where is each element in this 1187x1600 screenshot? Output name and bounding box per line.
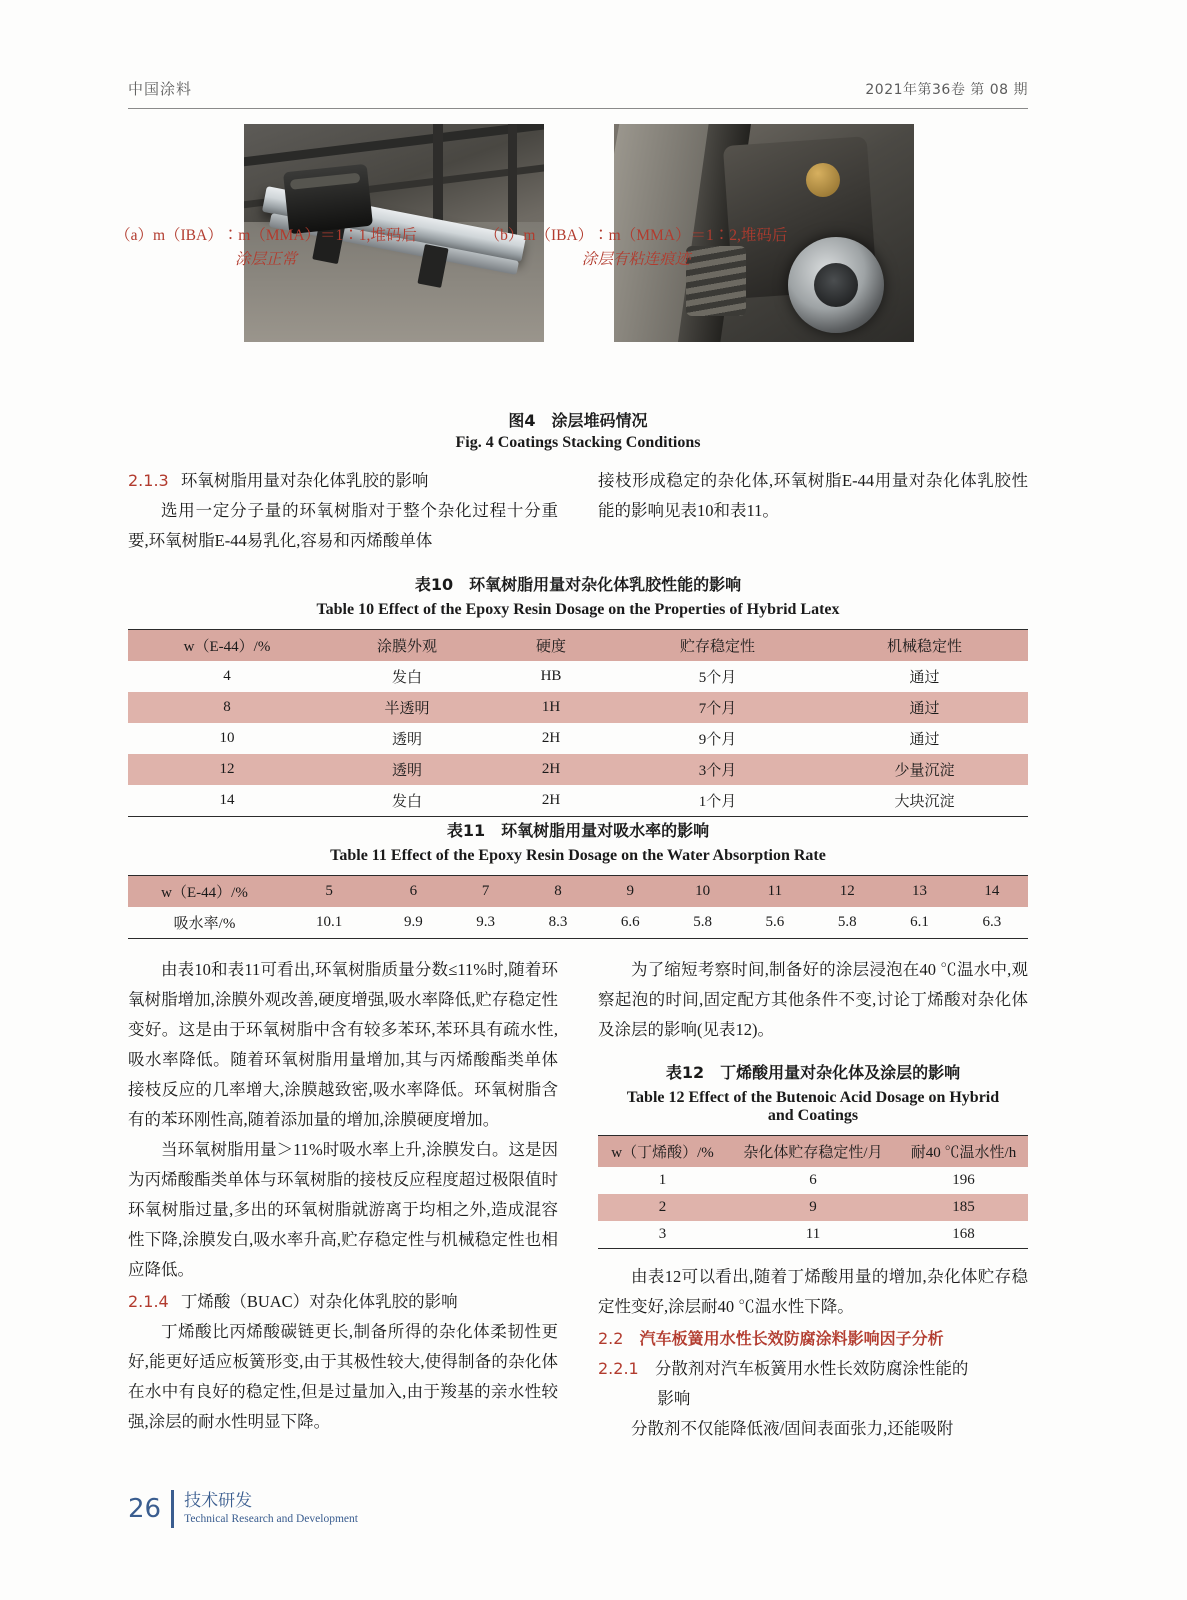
table11-cell: 6.6 bbox=[620, 914, 640, 930]
table10-cell: 大块沉淀 bbox=[894, 794, 955, 810]
table-row bbox=[128, 785, 1028, 817]
figure-caption-b-line1: （b）m（IBA）∶m（MMA）＝1∶2,堆码后 bbox=[484, 227, 788, 244]
section-214-number: 2.1.4 bbox=[128, 1292, 169, 1312]
section-213-continuation bbox=[598, 466, 1028, 526]
section-214-heading bbox=[128, 1287, 558, 1317]
figure-caption-a-line2: 涂层正常 bbox=[234, 251, 297, 269]
section-213-number: 2.1.3 bbox=[128, 471, 169, 490]
table12-cell: 2 bbox=[598, 1194, 727, 1221]
table10-cell: 12 bbox=[128, 754, 326, 785]
table11-cell: 5.6 bbox=[765, 914, 785, 930]
paragraph: 由表10和表11可看出,环氧树脂质量分数≤11%时,随着环氧树脂增加,涂膜外观改善,硬度增强,吸水率降低,贮存稳定性变好。这是由于环氧树脂中含有较多苯环,苯环具有疏水性,吸水率降低。随着环氧树脂用量增加,其与丙烯酸酯类单体接枝反应的几率增大,涂膜越致密,吸水率降低。环氧树脂含有的苯环刚性高,随着添加量的增加,涂膜硬度增加。 bbox=[128, 960, 558, 1130]
table10-cell: 透明 bbox=[326, 754, 488, 785]
table11-cell: 6.3 bbox=[982, 914, 1002, 930]
table10-header-cell: w（E-44）/% bbox=[128, 630, 326, 662]
table10-header-cell: 硬度 bbox=[488, 630, 614, 662]
paragraph: 由表12可以看出,随着丁烯酸用量的增加,杂化体贮存稳定性变好,涂层耐40 ℃温水性下降。 bbox=[598, 1267, 1028, 1317]
section-22-title: 汽车板簧用水性长效防腐涂料影响因子分析 bbox=[639, 1329, 944, 1349]
table10-cell: 3个月 bbox=[614, 754, 821, 785]
table10-header-row bbox=[128, 630, 1028, 662]
table10-cell: 14 bbox=[219, 792, 235, 808]
table10-cell: 通过 bbox=[909, 670, 940, 686]
table10-cell: 透明 bbox=[391, 732, 422, 748]
table10-cell: 8 bbox=[128, 692, 326, 723]
paragraph: 丁烯酸比丙烯酸碳链更长,制备所得的杂化体柔韧性更好,能更好适应板簧形变,由于其极性较大,使得制备的杂化体在水中有良好的稳定性,但是过量加入,由于羧基的亲水性较强,涂层的耐水性明显下降。 bbox=[128, 1322, 558, 1432]
table10-cell: 4 bbox=[223, 668, 231, 684]
table10-cell: 通过 bbox=[821, 692, 1028, 723]
table10-cell: 1H bbox=[488, 692, 614, 723]
table12-cell: 185 bbox=[899, 1194, 1028, 1221]
table10-cell: 5个月 bbox=[698, 670, 737, 686]
page-footer bbox=[128, 1490, 528, 1528]
table11-cell: 10.1 bbox=[315, 914, 343, 930]
table10-cell: 半透明 bbox=[326, 692, 488, 723]
section-22-number: 2.2 bbox=[598, 1329, 624, 1349]
paragraph: 当环氧树脂用量＞11%时吸水率上升,涂膜发白。这是因为丙烯酸酯类单体与环氧树脂的接枝反应程度超过极限值时环氧树脂过量,多出的环氧树脂就游离于均相之外,造成混容性下降,涂膜发白,吸水率升高,贮存稳定性与机械稳定性也相应降低。 bbox=[128, 1140, 558, 1280]
left-column-body bbox=[128, 955, 558, 1437]
table12-title-cn: 表12 丁烯酸用量对杂化体及涂层的影响 bbox=[665, 1063, 961, 1082]
table11-header-cell: 6 bbox=[377, 876, 449, 908]
table12-cell: 168 bbox=[952, 1226, 975, 1242]
table10-cell: 2H bbox=[541, 730, 561, 746]
table11-cell: 5.8 bbox=[837, 914, 857, 930]
header-divider bbox=[128, 108, 1028, 109]
table-row bbox=[128, 692, 1028, 723]
table12-header-cell: 耐40 ℃温水性/h bbox=[899, 1136, 1028, 1168]
table12-cell: 11 bbox=[805, 1226, 821, 1242]
table11-title-en: Table 11 Effect of the Epoxy Resin Dosage on the Water Absorption Rate bbox=[330, 847, 826, 864]
table10 bbox=[128, 629, 1028, 817]
table12-header-cell: w（丁烯酸）/% bbox=[598, 1136, 727, 1168]
figure-caption-a-line1: （a）m（IBA）∶m（MMA）＝1∶1,堆码后 bbox=[115, 227, 417, 244]
table10-cell: 发白 bbox=[391, 670, 422, 686]
section-221-number: 2.2.1 bbox=[598, 1359, 639, 1379]
section-213-block bbox=[128, 466, 558, 556]
table-row bbox=[128, 907, 1028, 939]
journal-name: 中国涂料 bbox=[128, 80, 193, 98]
table10-cell: 1个月 bbox=[698, 794, 737, 810]
table10-cell: 9个月 bbox=[698, 732, 737, 748]
section-213-cont-paragraph: 接枝形成稳定的杂化体,环氧树脂E-44用量对杂化体乳胶性能的影响见表10和表11。 bbox=[598, 471, 1028, 521]
table12-header-row bbox=[598, 1136, 1028, 1168]
table11-header-cell: 7 bbox=[449, 876, 521, 908]
paragraph: 为了缩短考察时间,制备好的涂层浸泡在40 ℃温水中,观察起泡的时间,固定配方其他条件不变,讨论丁烯酸对杂化体及涂层的影响(见表12)。 bbox=[598, 960, 1028, 1040]
section-221-heading bbox=[598, 1354, 1028, 1414]
table11-header-cell: 12 bbox=[811, 876, 883, 908]
section-213-heading bbox=[128, 466, 558, 496]
table11-cell: 9.9 bbox=[403, 914, 423, 930]
right-column-body-bottom bbox=[598, 1262, 1028, 1444]
issue-info: 2021年第36卷 第 08 期 bbox=[865, 82, 1028, 98]
table12 bbox=[598, 1135, 1028, 1249]
footer-section-label bbox=[184, 1491, 358, 1527]
table11-title-cn: 表11 环氧树脂用量对吸水率的影响 bbox=[446, 821, 710, 840]
table10-block bbox=[128, 572, 1028, 817]
table10-cell: 2H bbox=[488, 754, 614, 785]
footer-label-cn: 技术研发 bbox=[184, 1491, 253, 1512]
table10-header-cell: 贮存稳定性 bbox=[614, 630, 821, 662]
figure-title-cn: 图4 涂层堆码情况 bbox=[508, 411, 648, 430]
figure-title-en: Fig. 4 Coatings Stacking Conditions bbox=[455, 434, 701, 451]
table11-header-cell: 14 bbox=[956, 876, 1028, 908]
table11-cell: 9.3 bbox=[476, 914, 495, 930]
section-213-paragraph: 选用一定分子量的环氧树脂对于整个杂化过程十分重要,环氧树脂E-44易乳化,容易和丙烯酸单体 bbox=[128, 501, 558, 551]
table12-cell: 9 bbox=[727, 1194, 899, 1221]
table11-header-cell: 13 bbox=[883, 876, 955, 908]
footer-divider bbox=[171, 1490, 174, 1528]
table-row bbox=[598, 1167, 1028, 1194]
table11-header-cell: 11 bbox=[739, 876, 811, 908]
page-number: 26 bbox=[128, 1494, 162, 1524]
table11-cell: 8.3 bbox=[548, 914, 568, 930]
table11-header-cell: w（E-44）/% bbox=[128, 876, 281, 908]
section-213-title: 环氧树脂用量对杂化体乳胶的影响 bbox=[180, 471, 429, 490]
table12-cell: 3 bbox=[658, 1226, 667, 1242]
table12-cell: 6 bbox=[809, 1172, 817, 1188]
table12-cell: 1 bbox=[658, 1172, 667, 1188]
table-row bbox=[598, 1194, 1028, 1221]
table10-title-en: Table 10 Effect of the Epoxy Resin Dosage on the Properties of Hybrid Latex bbox=[316, 601, 840, 618]
table-row bbox=[598, 1221, 1028, 1249]
table12-header-cell: 杂化体贮存稳定性/月 bbox=[727, 1136, 899, 1168]
section-22-heading bbox=[598, 1324, 1028, 1354]
table11-header-cell: 10 bbox=[666, 876, 738, 908]
table10-cell: 通过 bbox=[909, 732, 940, 748]
paragraph: 分散剂不仅能降低液/固间表面张力,还能吸附 bbox=[631, 1419, 954, 1439]
table11-cell: 5.8 bbox=[693, 914, 712, 930]
right-column-body-top bbox=[598, 955, 1028, 1045]
table11-header-cell: 9 bbox=[594, 876, 666, 908]
table10-header-cell: 涂膜外观 bbox=[326, 630, 488, 662]
table11-header-cell: 5 bbox=[281, 876, 377, 908]
figure-caption-b-line2: 涂层有粘连痕迹 bbox=[581, 251, 691, 269]
table-row bbox=[128, 754, 1028, 785]
table12-cell: 196 bbox=[952, 1172, 975, 1188]
table10-title-cn: 表10 环氧树脂用量对杂化体乳胶性能的影响 bbox=[414, 575, 742, 594]
table10-cell: 2H bbox=[541, 792, 561, 808]
table11 bbox=[128, 875, 1028, 939]
table12-block bbox=[598, 1060, 1028, 1249]
table-row bbox=[128, 723, 1028, 754]
section-221-title-line1: 分散剂对汽车板簧用水性长效防腐涂性能的 bbox=[654, 1359, 969, 1379]
table10-cell: 10 bbox=[219, 730, 235, 746]
table11-block bbox=[128, 818, 1028, 939]
footer-label-en: Technical Research and Development bbox=[184, 1513, 358, 1526]
section-221-title-line2: 影响 bbox=[657, 1389, 691, 1409]
table-row bbox=[128, 661, 1028, 692]
figure-caption-b bbox=[456, 224, 816, 272]
table10-cell: 7个月 bbox=[614, 692, 821, 723]
table11-header-cell: 8 bbox=[522, 876, 594, 908]
table11-header-row bbox=[128, 876, 1028, 908]
section-214-title: 丁烯酸（BUAC）对杂化体乳胶的影响 bbox=[180, 1292, 458, 1312]
table10-header-cell: 机械稳定性 bbox=[821, 630, 1028, 662]
table12-title-en-line1: Table 12 Effect of the Butenoic Acid Dosage on Hybrid bbox=[626, 1089, 1000, 1106]
table10-cell: HB bbox=[540, 668, 562, 684]
table12-title-en-line2: and Coatings bbox=[767, 1107, 859, 1124]
table11-cell: 吸水率/% bbox=[173, 916, 236, 932]
page-header bbox=[128, 78, 1028, 99]
table11-cell: 6.1 bbox=[910, 914, 929, 930]
table10-cell: 少量沉淀 bbox=[821, 754, 1028, 785]
table10-cell: 发白 bbox=[391, 794, 422, 810]
figure-caption-a bbox=[86, 224, 446, 272]
